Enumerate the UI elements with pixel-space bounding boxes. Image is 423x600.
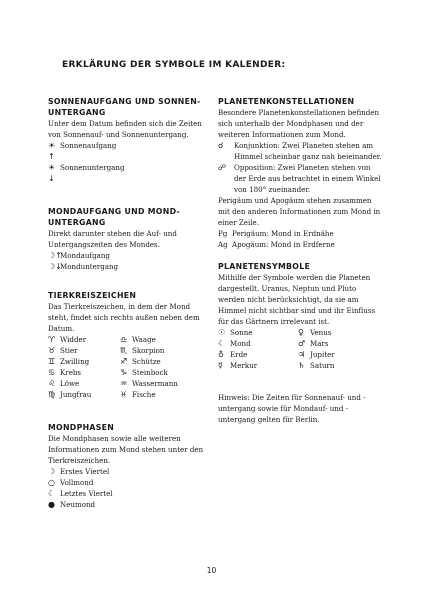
moonrise-label: Mondaufgang [60, 251, 110, 260]
phases-text: Die Mondphasen sowie alle weiteren Informationen zum Mond stehen unter den Tierkreiszeichen. [48, 434, 204, 465]
sun-icon: ☉ [218, 328, 226, 337]
conjunction-row [218, 140, 382, 162]
left-column [48, 96, 210, 510]
moonrise-row [48, 250, 210, 261]
planets-text: Mithilfe der Symbole werden die Planeten dargestellt. Uranus, Neptun und Pluto werden nicht berücksichtigt, da sie am Himmel nicht sichtbar sind und ihr Einfluss für das Gärtnern irrelevant ist. [218, 273, 376, 326]
zodiac-section [48, 290, 210, 400]
constellations-text: Besondere Planetenkonstellationen befinden sich unterhalb der Mondphasen und der weiteren Informationen zum Mond. [218, 108, 380, 139]
sunrise-label: Sonnenaufgang [60, 141, 117, 150]
sagittarius-icon: ♐ [120, 357, 128, 366]
page-title: ERKLÄRUNG DER SYMBOLE IM KALENDER: [62, 60, 286, 70]
phase-item [48, 477, 210, 488]
zodiac-item [48, 378, 120, 389]
phase-label: Neumond [60, 500, 96, 509]
sunset-icon: ☀↓ [48, 163, 56, 183]
zodiac-item [48, 345, 120, 356]
planet-label: Venus [310, 328, 332, 337]
phase-item [48, 466, 210, 477]
conjunction-text: Konjunktion: Zwei Planeten stehen am Himmel scheinbar ganz nah beieinander. [234, 141, 382, 161]
zodiac-item [120, 389, 192, 400]
opposition-icon: ☍ [218, 163, 227, 172]
first-quarter-icon: ☽ [48, 467, 56, 476]
planets-heading: PLANETENSYMBOLE [218, 262, 311, 271]
apogee-label: Apogäum: Mond in Erdferne [232, 240, 335, 249]
mercury-icon: ☿ [218, 361, 223, 370]
apogee-row [218, 239, 382, 250]
taurus-icon: ♉ [48, 346, 56, 355]
sunrise-icon: ☀↑ [48, 141, 56, 161]
opposition-row [218, 162, 382, 195]
moon-icon: ☾ [218, 339, 226, 348]
new-moon-icon: ● [48, 500, 55, 509]
planet-item [298, 338, 378, 349]
planets-grid [218, 327, 382, 371]
zodiac-text: Das Tierkreiszeichen, in dem der Mond steht, findet sich rechts außen neben dem Datum. [48, 302, 200, 333]
planet-item [218, 349, 298, 360]
libra-icon: ♎ [120, 335, 128, 344]
perigee-abbr: Pg [218, 229, 228, 238]
zodiac-label: Krebs [60, 368, 82, 377]
conjunction-icon: ☌ [218, 141, 224, 150]
moon-text: Direkt darunter stehen die Auf- und Untergangszeiten des Mondes. [48, 229, 177, 249]
aries-icon: ♈ [48, 335, 56, 344]
planet-label: Saturn [310, 361, 335, 370]
sun-text: Unter dem Datum befinden sich die Zeiten von Sonnenauf- und Sonnenuntergang. [48, 119, 202, 139]
moon-heading: MONDAUFGANG UND MOND-UNTERGANG [48, 207, 181, 227]
zodiac-item [48, 367, 120, 378]
phase-label: Erstes Viertel [60, 467, 110, 476]
gemini-icon: ♊ [48, 357, 56, 366]
sunset-label: Sonnenuntergang [60, 163, 125, 172]
full-moon-icon: ○ [48, 478, 55, 487]
virgo-icon: ♍ [48, 390, 56, 399]
sun-section [48, 96, 210, 184]
page-number: 10 [206, 566, 217, 575]
saturn-icon: ♄ [298, 361, 306, 370]
zodiac-item [120, 356, 192, 367]
planet-item [298, 349, 378, 360]
planet-label: Merkur [230, 361, 258, 370]
zodiac-label: Schütze [132, 357, 161, 366]
zodiac-item [120, 367, 192, 378]
zodiac-label: Waage [132, 335, 156, 344]
zodiac-item [48, 356, 120, 367]
planets-section [218, 261, 382, 371]
zodiac-label: Jungfrau [60, 390, 92, 399]
hint-text: Hinweis: Die Zeiten für Sonnenauf- und -untergang sowie für Mondauf- und -untergang gelten für Berlin. [218, 393, 366, 424]
moonset-label: Monduntergang [60, 262, 119, 271]
right-column [218, 96, 382, 425]
earth-icon: ♁ [218, 350, 224, 359]
sunset-row [48, 162, 210, 184]
zodiac-item [48, 389, 120, 400]
planet-label: Sonne [230, 328, 253, 337]
planet-label: Jupiter [310, 350, 335, 359]
jupiter-icon: ♃ [298, 350, 306, 359]
zodiac-grid [48, 334, 210, 400]
scorpio-icon: ♏ [120, 346, 128, 355]
moonset-row [48, 261, 210, 272]
planet-item [298, 327, 378, 338]
phase-item [48, 488, 210, 499]
aquarius-icon: ♒ [120, 379, 128, 388]
zodiac-label: Steinbock [132, 368, 168, 377]
phase-label: Vollmond [60, 478, 94, 487]
zodiac-label: Widder [60, 335, 87, 344]
planet-label: Erde [230, 350, 248, 359]
zodiac-label: Stier [60, 346, 78, 355]
zodiac-item [48, 334, 120, 345]
phases-heading: MONDPHASEN [48, 423, 115, 432]
zodiac-label: Wassermann [132, 379, 178, 388]
zodiac-item [120, 345, 192, 356]
constellations-section [218, 96, 382, 250]
opposition-text: Opposition: Zwei Planeten stehen von der Erde aus betrachtet in einem Winkel von 180° zueinander. [234, 163, 381, 194]
zodiac-item [120, 378, 192, 389]
zodiac-label: Zwilling [60, 357, 90, 366]
mars-icon: ♂ [298, 339, 306, 348]
planet-item [218, 360, 298, 371]
moonset-icon: ☽↓ [48, 262, 62, 271]
sun-heading: SONNENAUFGANG UND SONNEN-UNTERGANG [48, 97, 201, 117]
perigee-label: Perigäum: Mond in Erdnähe [232, 229, 334, 238]
planet-item [298, 360, 378, 371]
apogee-abbr: Ag [218, 240, 228, 249]
planet-item [218, 338, 298, 349]
moonrise-icon: ☽↑ [48, 251, 62, 260]
planet-label: Mars [310, 339, 329, 348]
phase-item [48, 499, 210, 510]
perigee-row [218, 228, 382, 239]
zodiac-label: Skorpion [132, 346, 165, 355]
last-quarter-icon: ☾ [48, 489, 56, 498]
leo-icon: ♌ [48, 379, 56, 388]
capricorn-icon: ♑ [120, 368, 128, 377]
cancer-icon: ♋ [48, 368, 56, 377]
zodiac-heading: TIERKREISZEICHEN [48, 291, 137, 300]
zodiac-item [120, 334, 192, 345]
pisces-icon: ♓ [120, 390, 128, 399]
moon-section [48, 206, 210, 272]
phase-label: Letztes Viertel [60, 489, 113, 498]
zodiac-label: Löwe [60, 379, 80, 388]
phases-section [48, 422, 210, 510]
venus-icon: ♀ [298, 328, 304, 337]
constellations-heading: PLANETENKONSTELLATIONEN [218, 97, 355, 106]
zodiac-label: Fische [132, 390, 156, 399]
planet-label: Mond [230, 339, 251, 348]
perigee-text: Perigäum und Apogäum stehen zusammen mit den anderen Informationen zum Mond in einer Zeile. [218, 196, 381, 227]
planet-item [218, 327, 298, 338]
sunrise-row [48, 140, 210, 162]
